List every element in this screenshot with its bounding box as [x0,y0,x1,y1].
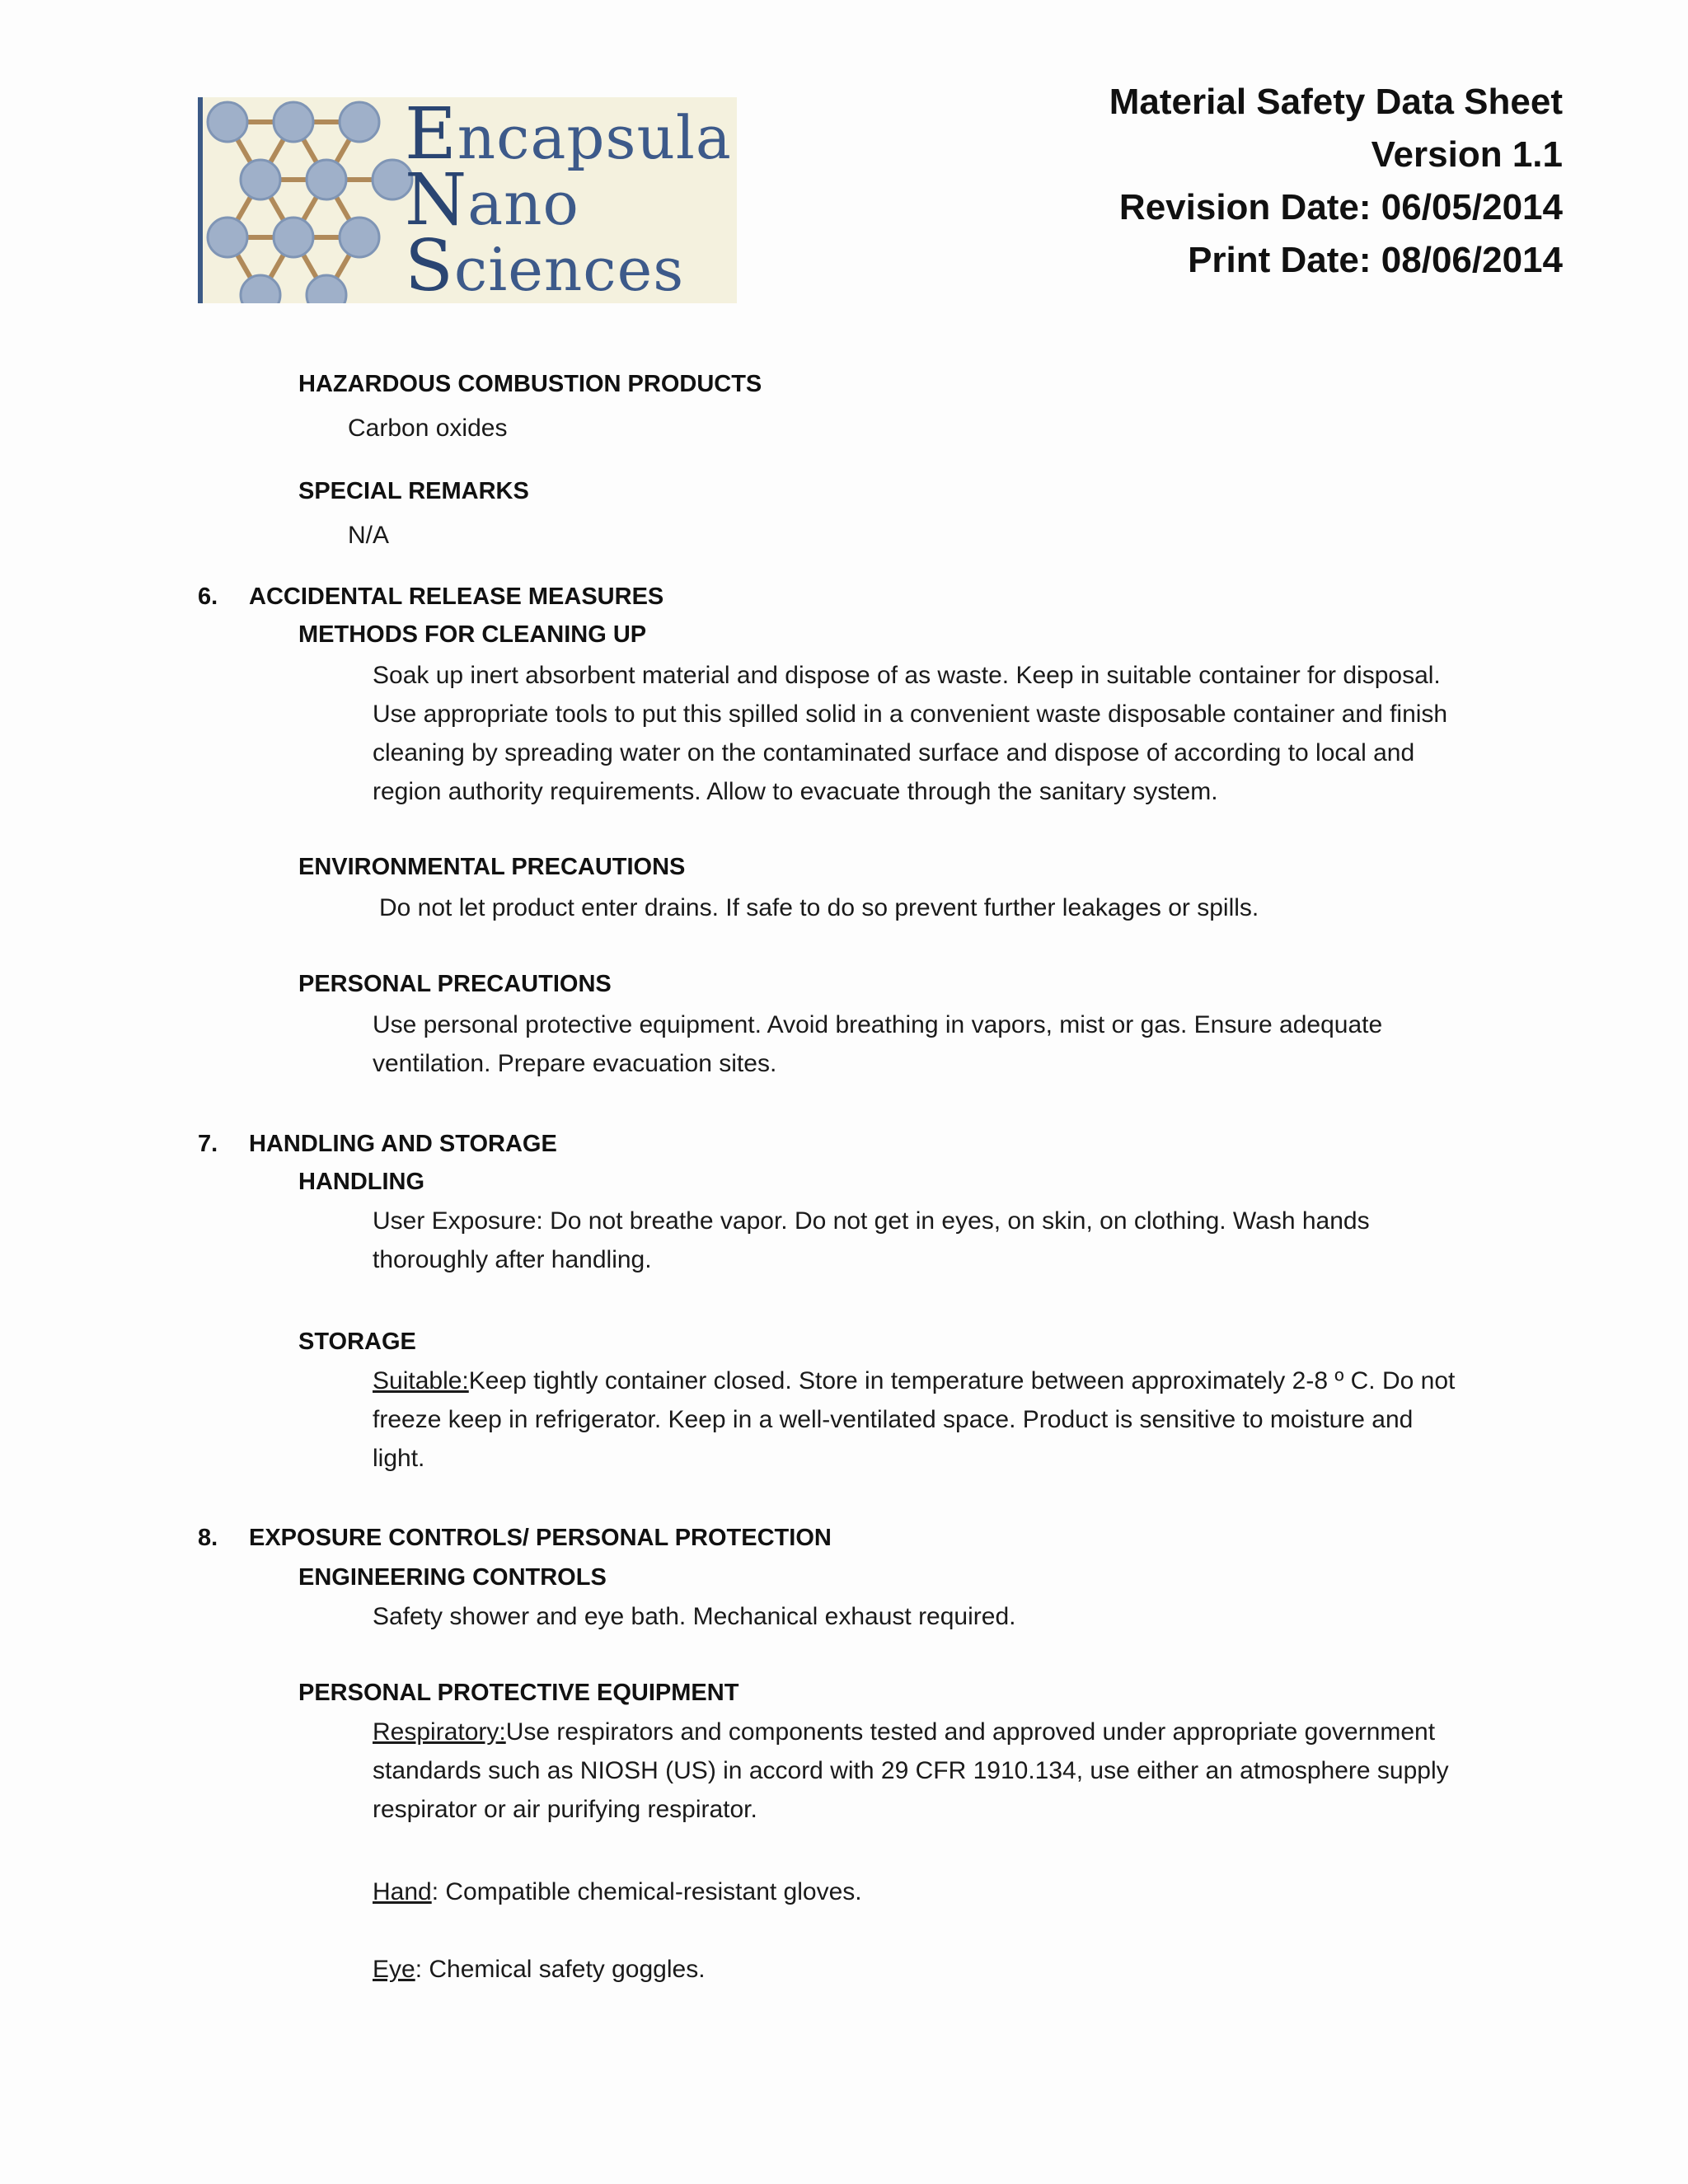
cleaning-text [373,656,1502,811]
respiratory-line: standards such as NIOSH (US) in accord with 29 CFR 1910.134, use either an atmosphere supply [373,1757,1449,1784]
personal-heading: PERSONAL PRECAUTIONS [298,971,612,997]
logo-word-sciences: Sciences [405,225,685,303]
respiratory-label: Respiratory: [373,1718,506,1746]
storage-heading: STORAGE [298,1329,416,1355]
handling-line: User Exposure: Do not breathe vapor. Do not get in eyes, on skin, on clothing. Wash hands [373,1207,1370,1235]
hand-text [373,1872,1502,1911]
section-6-title: ACCIDENTAL RELEASE MEASURES [249,583,664,610]
handling-text [373,1202,1502,1279]
eye-text [373,1950,1502,1989]
cleaning-line: region authority requirements. Allow to evacuate through the sanitary system. [373,778,1218,805]
storage-line: light. [373,1445,425,1472]
combustion-heading: HAZARDOUS COMBUSTION PRODUCTS [298,371,762,397]
combustion-text: Carbon oxides [348,415,508,442]
storage-line [373,1361,1502,1400]
remarks-text: N/A [348,522,390,549]
cleaning-heading: METHODS FOR CLEANING UP [298,621,647,648]
section-7-title: HANDLING AND STORAGE [249,1131,557,1157]
storage-line: freeze keep in refrigerator. Keep in a well-ventilated space. Product is sensitive to moisture and [373,1406,1414,1433]
logo-word-nano: Nano [405,159,579,241]
environmental-heading: ENVIRONMENTAL PRECAUTIONS [298,854,686,880]
engineering-heading: ENGINEERING CONTROLS [298,1564,607,1591]
storage-text [373,1361,1502,1478]
print-date: Print Date: 08/06/2014 [1188,240,1563,280]
respiratory-line: respirator or air purifying respirator. [373,1796,757,1823]
document-header [1109,76,1563,287]
personal-line: ventilation. Prepare evacuation sites. [373,1050,777,1077]
respiratory-line [373,1713,1502,1751]
section-6-number: 6. [198,583,218,610]
storage-first-line: Keep tightly container closed. Store in temperature between approximately 2-8 º C. Do not [468,1367,1456,1394]
cleaning-line: Soak up inert absorbent material and dispose of as waste. Keep in suitable container for disposal. [373,662,1441,689]
eye-value: : Chemical safety goggles. [415,1956,706,1983]
cleaning-line: cleaning by spreading water on the contaminated surface and dispose of according to local and [373,739,1415,766]
personal-line: Use personal protective equipment. Avoid breathing in vapors, mist or gas. Ensure adequate [373,1011,1383,1038]
cleaning-line: Use appropriate tools to put this spilled solid in a convenient waste disposable container and finish [373,701,1448,728]
respiratory-text [373,1713,1502,1829]
section-8-number: 8. [198,1525,218,1551]
hand-value: : Compatible chemical-resistant gloves. [431,1878,862,1905]
revision-date: Revision Date: 06/05/2014 [1118,187,1563,227]
section-8-title: EXPOSURE CONTROLS/ PERSONAL PROTECTION [249,1525,832,1551]
ppe-heading: PERSONAL PROTECTIVE EQUIPMENT [298,1680,739,1706]
remarks-heading: SPECIAL REMARKS [298,478,529,504]
hand-label: Hand [373,1878,432,1905]
section-7-number: 7. [198,1131,218,1157]
document-version: Version 1.1 [1371,134,1563,175]
eye-label: Eye [373,1956,415,1983]
company-logo [198,97,737,303]
engineering-text: Safety shower and eye bath. Mechanical exhaust required. [373,1603,1016,1630]
environmental-text: Do not let product enter drains. If safe to do so prevent further leakages or spills. [379,894,1259,921]
logo-word-encapsula: Encapsula [405,97,732,176]
handling-line: thoroughly after handling. [373,1246,652,1273]
storage-label: Suitable: [373,1367,469,1394]
document-title: Material Safety Data Sheet [1109,82,1563,122]
respiratory-first-line: Use respirators and components tested and approved under appropriate government [505,1718,1436,1746]
handling-heading: HANDLING [298,1169,425,1195]
personal-text [373,1005,1502,1083]
